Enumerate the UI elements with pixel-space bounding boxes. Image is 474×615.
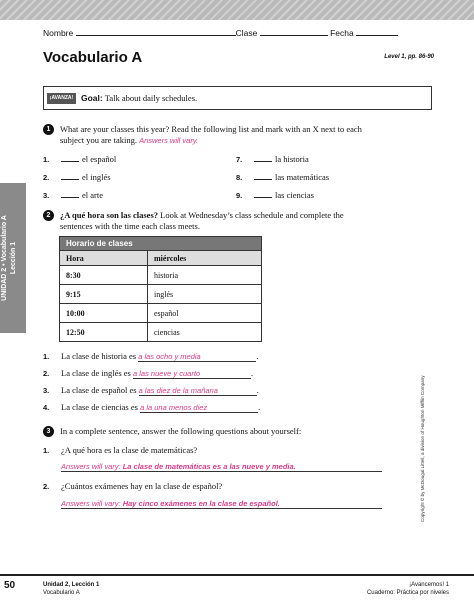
checkbox-blank[interactable] bbox=[254, 189, 272, 198]
level-reference: Level 1, pp. 86-90 bbox=[384, 54, 434, 60]
q3-answer[interactable]: Answers will vary: La clase de matemáticas es a las nueve y media. bbox=[61, 462, 296, 471]
fecha-label: Fecha bbox=[330, 28, 354, 38]
checkbox-blank[interactable] bbox=[61, 189, 79, 198]
checkbox-blank[interactable] bbox=[254, 171, 272, 180]
answer-line[interactable]: a las diez de la mañana bbox=[139, 386, 257, 396]
clase-blank[interactable] bbox=[260, 27, 328, 36]
side-tab-section: Vocabulario A bbox=[1, 215, 8, 262]
question-2-number: 2 bbox=[43, 210, 54, 221]
page-number: 50 bbox=[4, 580, 16, 591]
question-2-text: ¿A qué hora son las clases? Look at Wednesday’s class schedule and complete the sentences with the time each class meets. bbox=[60, 210, 344, 231]
answer-line[interactable]: a las nueve y cuarto bbox=[133, 369, 251, 379]
answer-underline bbox=[61, 508, 382, 509]
side-tab-leccion: Lección 1 bbox=[10, 241, 17, 275]
nombre-blank[interactable] bbox=[76, 27, 236, 36]
q1-item: 7. la historia bbox=[236, 154, 309, 164]
side-tab-separator: • bbox=[1, 263, 8, 266]
name-field-row bbox=[43, 27, 398, 38]
goal-description: Talk about daily schedules. bbox=[104, 93, 198, 103]
fecha-blank[interactable] bbox=[356, 27, 398, 36]
goal-box bbox=[43, 86, 432, 110]
checkbox-blank[interactable] bbox=[254, 153, 272, 162]
checkbox-blank[interactable] bbox=[61, 171, 79, 180]
goal-text bbox=[81, 93, 197, 103]
q1-item: 2. el inglés bbox=[43, 172, 111, 182]
answer-line[interactable]: a la una menos diez bbox=[140, 403, 258, 413]
question-1-number: 1 bbox=[43, 124, 54, 135]
avanza-badge: ¡AVANZA! bbox=[47, 93, 76, 104]
question-1-text: What are your classes this year? Read the following list and mark with an X next to each subject you are taking. Answers will vary. bbox=[60, 124, 362, 145]
table-row: 12:50 ciencias bbox=[60, 323, 262, 342]
answer-underline bbox=[61, 471, 382, 472]
side-tab-unidad: UNIDAD 2 bbox=[1, 267, 8, 301]
schedule-table bbox=[59, 236, 262, 342]
q1-item: 1. el español bbox=[43, 154, 117, 164]
page-title: Vocabulario A bbox=[43, 49, 143, 66]
q3-question: 2. ¿Cuántos exámenes hay en la clase de español? bbox=[43, 481, 223, 491]
nombre-label: Nombre bbox=[43, 28, 74, 38]
q1-item: 8. las matemáticas bbox=[236, 172, 330, 182]
q2-sentence: 1. La clase de historia es a las ocho y media . bbox=[43, 351, 259, 361]
table-row: 9:15 inglés bbox=[60, 285, 262, 304]
clase-label: Clase bbox=[235, 28, 258, 38]
checkbox-blank[interactable] bbox=[61, 153, 79, 162]
table-row: 8:30 historia bbox=[60, 266, 262, 285]
q1-item: 3. el arte bbox=[43, 190, 103, 200]
question-3-text: In a complete sentence, answer the following questions about yourself: bbox=[60, 426, 302, 436]
column-header-dia: miércoles bbox=[148, 251, 262, 266]
top-decorative-band bbox=[0, 0, 474, 20]
q2-sentence: 2. La clase de inglés es a las nueve y cuarto . bbox=[43, 368, 254, 378]
unit-side-tab bbox=[0, 183, 26, 333]
q2-sentence: 3. La clase de español es a las diez de la mañana . bbox=[43, 385, 259, 395]
footer-rule bbox=[0, 574, 474, 576]
question-3-number: 3 bbox=[43, 426, 54, 437]
column-header-hora: Hora bbox=[60, 251, 148, 266]
q2-sentence: 4. La clase de ciencias es a la una menos diez . bbox=[43, 402, 261, 412]
copyright-notice: Copyright © by McDougal Littell, a division of Houghton Mifflin Company bbox=[420, 375, 425, 522]
q1-item: 9. las ciencias bbox=[236, 190, 314, 200]
table-row: 10:00 español bbox=[60, 304, 262, 323]
answer-line[interactable]: a las ocho y media bbox=[138, 352, 256, 362]
q3-answer[interactable]: Answers will vary: Hay cinco exámenes en la clase de español. bbox=[61, 499, 280, 508]
footer-right: ¡Avancemos! 1 Cuaderno: Práctica por niveles bbox=[366, 582, 449, 596]
q3-question: 1. ¿A qué hora es la clase de matemáticas? bbox=[43, 445, 198, 455]
q1-answer-note: Answers will vary. bbox=[139, 136, 199, 145]
goal-label: Goal: bbox=[81, 93, 103, 103]
footer-left: Unidad 2, Lección 1 Vocabulario A bbox=[43, 582, 100, 596]
schedule-caption: Horario de clases bbox=[60, 237, 262, 251]
